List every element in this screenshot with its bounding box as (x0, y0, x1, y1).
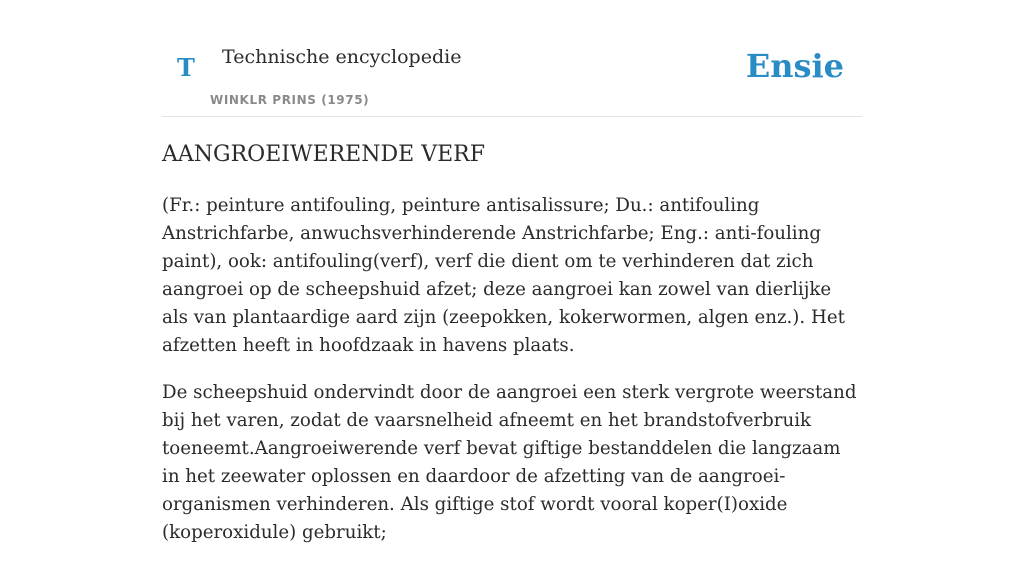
encyclopedia-title-link[interactable]: Technische encyclopedie (222, 46, 462, 68)
article-paragraph-1: (Fr.: peinture antifouling, peinture antisalissure; Du.: antifouling Anstrichfarbe, anwuchsverhinderende Anstrichfarbe; Eng.: anti-fouling paint), ook: antifouling(verf), verf die dient om te verhinderen dat zich aangroei op de scheepshuid afzet; deze aangroei kan zowel van dierlijke als van plantaardige aard zijn (zeepokken, kokerwormen, algen enz.). Het afzetten heeft in hoofdzaak in havens plaats. (162, 195, 845, 356)
page-header (162, 0, 862, 117)
encyclopedia-subtitle: WINKLR PRINS (1975) (210, 93, 370, 107)
article-title: AANGROEIWERENDE VERF (162, 142, 485, 167)
article-content (162, 140, 862, 566)
encyclopedia-logo-icon[interactable]: T (177, 53, 195, 82)
article-paragraph-2: De scheepshuid ondervindt door de aangroei een sterk vergrote weerstand bij het varen, zodat de vaarsnelheid afneemt en het brandstofverbruik toeneemt.Aangroeiwerende verf bevat giftige bestanddelen die langzaam in het zeewater oplossen en daardoor de afzetting van de aangroei-organismen verhinderen. Als giftige stof wordt vooral koper(I)oxide (koperoxidule) gebruikt; (162, 382, 857, 543)
ensie-brand-logo[interactable]: Ensie (745, 47, 844, 85)
